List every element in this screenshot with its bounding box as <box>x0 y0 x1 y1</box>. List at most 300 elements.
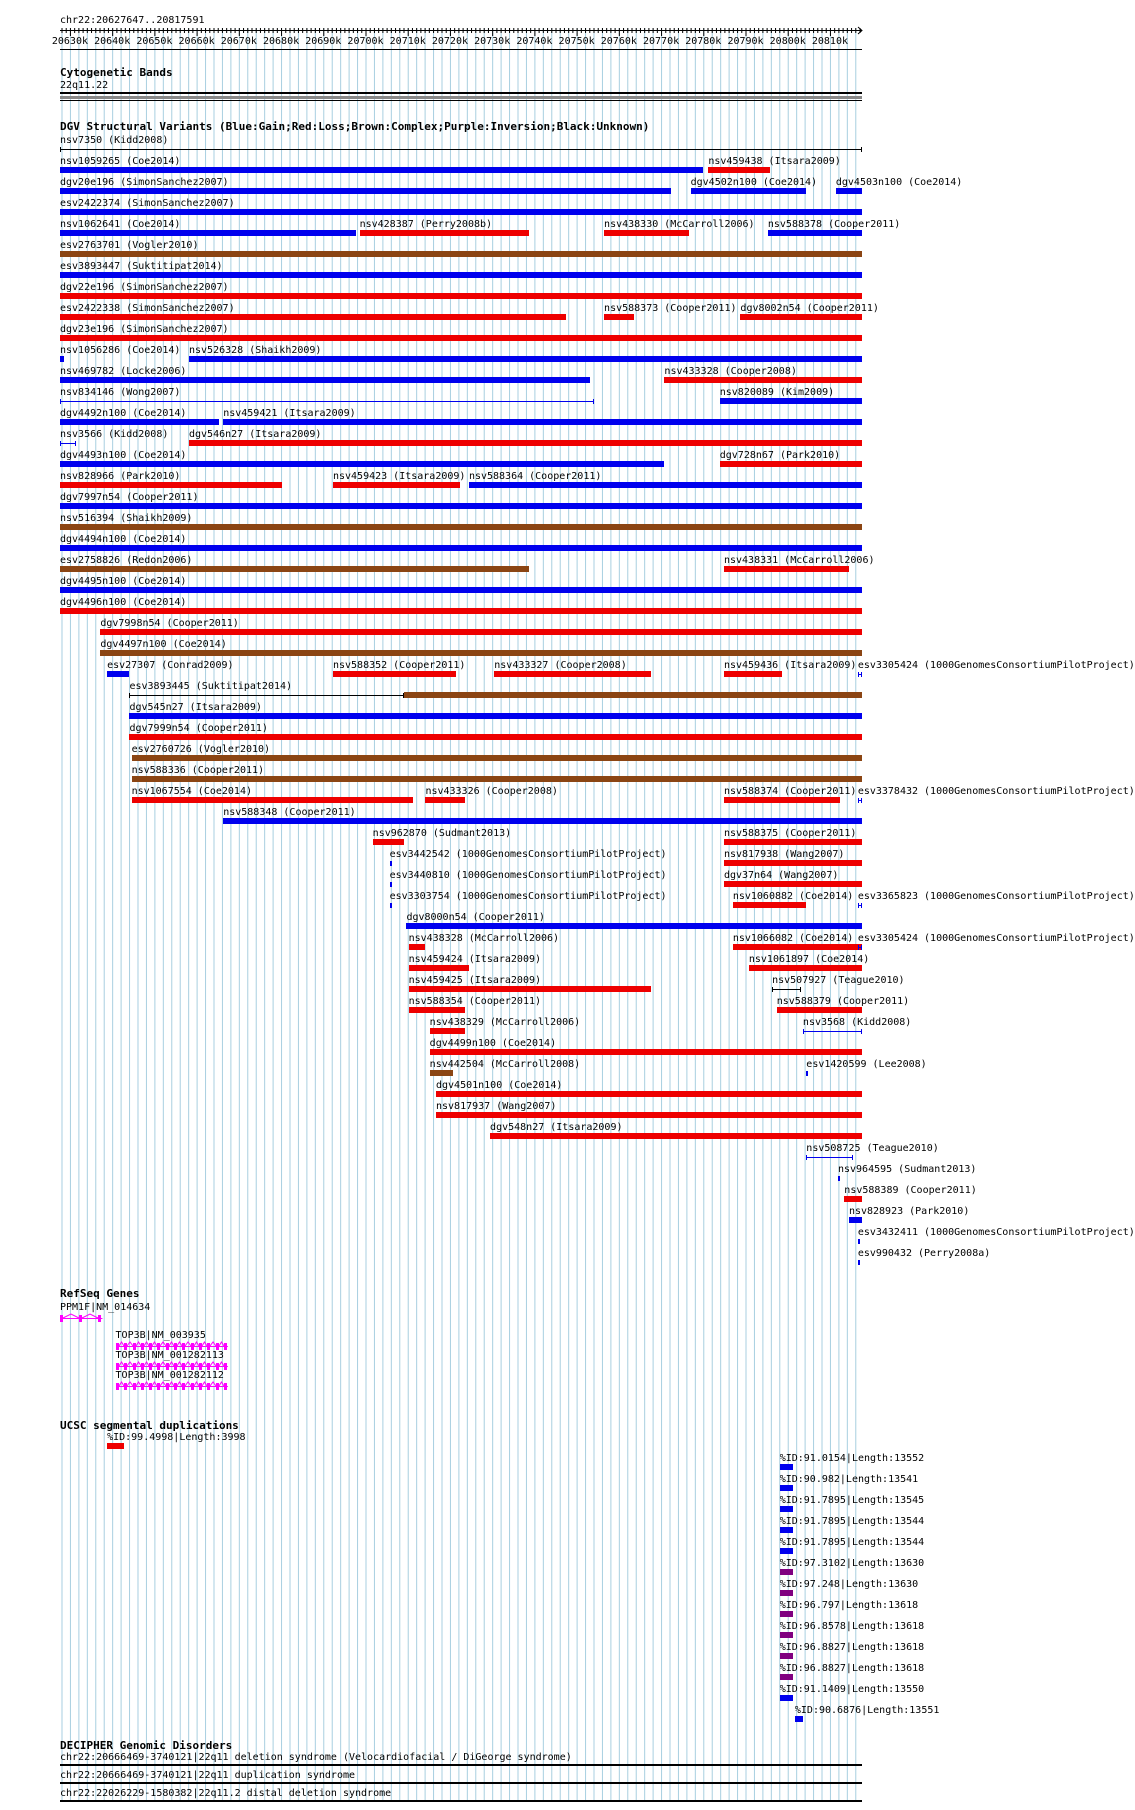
ruler-tick-label: 20760k <box>600 36 637 47</box>
variant-bar-dgv8002n54-cooper2011[interactable] <box>740 314 862 320</box>
variant-label[interactable]: nsv820089 (Kim2009) <box>719 387 835 398</box>
ruler-tick-label: 20800k <box>769 36 806 47</box>
gene-intron <box>185 1342 191 1346</box>
variant-label[interactable]: nsv817938 (Wang2007) <box>723 849 845 860</box>
variant-label[interactable]: nsv817937 (Wang2007) <box>436 1101 557 1112</box>
cytoband-track-line <box>60 92 862 94</box>
ruler-tick-label: 20670k <box>220 36 257 47</box>
variant-bar-nsv469782-locke2006[interactable] <box>60 377 590 383</box>
variant-bar-bar[interactable] <box>404 692 862 698</box>
variant-bar-cap <box>861 147 862 152</box>
gene-exon <box>182 1383 185 1390</box>
segdup-label[interactable]: %ID:97.248|Length:13630 <box>779 1579 919 1590</box>
variant-bar-nsv834146-wong2007[interactable] <box>60 401 594 402</box>
cytoband-label[interactable]: 22q11.22 <box>60 80 109 91</box>
variant-bar-nsv588389-cooper2011[interactable] <box>844 1196 862 1202</box>
ruler-tick-label: 20640k <box>94 36 131 47</box>
variant-label[interactable]: nsv459436 (Itsara2009) <box>723 660 857 671</box>
variant-bar-nsv3566-kidd2008[interactable] <box>60 443 76 444</box>
ruler-tick-label: 20790k <box>727 36 764 47</box>
variant-bar-dgv8000n54-cooper2011[interactable] <box>406 923 862 929</box>
variant-bar-nsv442504-mccarroll2008[interactable] <box>430 1070 454 1076</box>
segdup-label[interactable]: %ID:90.982|Length:13541 <box>779 1474 919 1485</box>
variant-label[interactable]: nsv516394 (Shaikh2009) <box>60 513 193 524</box>
variant-bar-nsv459438-itsara2009[interactable] <box>708 167 770 173</box>
variant-bar-nsv438331-mccarroll2006[interactable] <box>724 566 849 572</box>
variant-label[interactable]: nsv962870 (Sudmant2013) <box>372 828 512 839</box>
gene-intron <box>136 1342 141 1346</box>
variant-bar-dgv728n67-park2010[interactable] <box>720 461 862 467</box>
gene-exon <box>216 1343 219 1350</box>
variant-label[interactable]: esv3305424 (1000GenomesConsortiumPilotProject) <box>857 660 1135 671</box>
gene-intron <box>152 1382 157 1386</box>
segdup-label[interactable]: %ID:91.7895|Length:13544 <box>779 1537 925 1548</box>
gene-exon <box>182 1363 185 1370</box>
segdup-bar[interactable] <box>780 1653 793 1659</box>
variant-bar-nsv588348-cooper2011[interactable] <box>223 818 862 824</box>
gene-intron <box>202 1382 207 1386</box>
segdup-label[interactable]: %ID:97.3102|Length:13630 <box>779 1558 925 1569</box>
segdup-label[interactable]: %ID:99.4998|Length:3998 <box>107 1432 246 1443</box>
dgv-title: DGV Structural Variants (Blue:Gain;Red:Loss;Brown:Complex;Purple:Inversion;Black:Unknown) <box>60 120 650 133</box>
variant-bar-dgv4492n100-coe2014[interactable] <box>60 419 219 425</box>
ruler-tick-label: 20690k <box>305 36 342 47</box>
variant-bar-cap <box>859 1239 860 1244</box>
ruler-tick-label: 20720k <box>431 36 469 47</box>
variant-label[interactable]: dgv546n27 (Itsara2009) <box>189 429 322 440</box>
variant-bar-dgv23e196-simonsanchez2007[interactable] <box>60 335 862 341</box>
segdup-bar[interactable] <box>780 1506 793 1512</box>
gene-label[interactable]: TOP3B|NM_003935 <box>115 1330 206 1341</box>
variant-bar-cap <box>852 1155 853 1160</box>
gene-exon <box>141 1343 144 1350</box>
variant-label[interactable]: nsv428387 (Perry2008b) <box>359 219 493 230</box>
gene-intron <box>63 1314 79 1318</box>
variant-label[interactable]: dgv23e196 (SimonSanchez2007) <box>60 324 229 335</box>
variant-bar-nsv3568-kidd2008[interactable] <box>803 1031 862 1032</box>
gene-intron <box>160 1382 166 1386</box>
gene-intron <box>160 1362 166 1366</box>
variant-label[interactable]: nsv526328 (Shaikh2009) <box>189 345 322 356</box>
variant-bar-dgv22e196-simonsanchez2007[interactable] <box>60 293 862 299</box>
variant-bar-nsv588378-cooper2011[interactable] <box>768 230 862 236</box>
variant-bar-cap <box>858 798 859 803</box>
variant-label[interactable]: nsv1060882 (Coe2014) <box>732 891 854 902</box>
variant-bar-nsv459424-itsara2009[interactable] <box>409 965 469 971</box>
variant-label[interactable]: esv3303754 (1000GenomesConsortiumPilotProject) <box>389 891 667 902</box>
gene-intron <box>185 1362 191 1366</box>
variant-bar-nsv588375-cooper2011[interactable] <box>724 839 862 845</box>
variant-bar-dgv20e196-simonsanchez2007[interactable] <box>60 188 671 194</box>
variant-label[interactable]: nsv3566 (Kidd2008) <box>60 429 169 440</box>
variant-bar-nsv588364-cooper2011[interactable] <box>469 482 862 488</box>
variant-bar-nsv507927-teague2010[interactable] <box>772 989 801 990</box>
variant-label[interactable]: nsv508725 (Teague2010) <box>806 1143 939 1154</box>
variant-bar-esv3893445-suktitipat2014[interactable] <box>129 695 404 696</box>
decipher-title: DECIPHER Genomic Disorders <box>60 1739 233 1752</box>
gene-exon <box>216 1383 219 1390</box>
segdup-bar[interactable] <box>780 1590 793 1596</box>
variant-bar-nsv588374-cooper2011[interactable] <box>724 797 840 803</box>
variant-bar-esv2760726-vogler2010[interactable] <box>132 755 862 761</box>
gene-exon <box>207 1363 210 1370</box>
variant-label[interactable]: nsv588348 (Cooper2011) <box>223 807 356 818</box>
gene-intron <box>127 1382 133 1386</box>
gene-exon <box>199 1343 202 1350</box>
variant-bar-nsv1061897-coe2014[interactable] <box>749 965 862 971</box>
variant-bar-dgv7997n54-cooper2011[interactable] <box>60 503 862 509</box>
refseq-title: RefSeq Genes <box>60 1287 140 1300</box>
gene-model-top3b-nm-001282112[interactable] <box>116 1382 230 1392</box>
variant-bar-nsv1062641-coe2014[interactable] <box>60 230 356 236</box>
gene-exon <box>207 1343 210 1350</box>
variant-label[interactable]: esv1420599 (Lee2008) <box>806 1059 927 1070</box>
variant-bar-nsv828923-park2010[interactable] <box>849 1217 862 1223</box>
variant-label[interactable]: nsv459425 (Itsara2009) <box>408 975 542 986</box>
variant-bar-nsv433326-cooper2008[interactable] <box>425 797 464 803</box>
gene-exon <box>133 1343 136 1350</box>
variant-label[interactable]: dgv548n27 (Itsara2009) <box>490 1122 623 1133</box>
variant-label[interactable]: esv2760726 (Vogler2010) <box>131 744 271 755</box>
variant-label[interactable]: nsv507927 (Teague2010) <box>772 975 905 986</box>
variant-label[interactable]: esv3442542 (1000GenomesConsortiumPilotProject) <box>389 849 667 860</box>
variant-bar-dgv4496n100-coe2014[interactable] <box>60 608 862 614</box>
variant-label[interactable]: dgv4493n100 (Coe2014) <box>60 450 187 461</box>
variant-bar-nsv459436-itsara2009[interactable] <box>724 671 782 677</box>
variant-bar-cap <box>858 945 859 950</box>
variant-label[interactable]: nsv1066082 (Coe2014) <box>732 933 854 944</box>
variant-label[interactable]: dgv7999n54 (Cooper2011) <box>129 723 268 734</box>
variant-label[interactable]: nsv1061897 (Coe2014) <box>748 954 870 965</box>
segdup-label[interactable]: %ID:96.8827|Length:13618 <box>779 1663 925 1674</box>
gene-exon <box>79 1315 82 1322</box>
variant-label[interactable]: nsv438329 (McCarroll2006) <box>429 1017 581 1028</box>
variant-label[interactable]: nsv588389 (Cooper2011) <box>844 1185 977 1196</box>
variant-label[interactable]: nsv828923 (Park2010) <box>848 1206 970 1217</box>
variant-label[interactable]: dgv728n67 (Park2010) <box>719 450 841 461</box>
variant-bar-nsv588379-cooper2011[interactable] <box>777 1007 862 1013</box>
variant-label[interactable]: nsv3568 (Kidd2008) <box>802 1017 912 1028</box>
variant-label[interactable]: dgv8000n54 (Cooper2011) <box>406 912 545 923</box>
variant-bar-nsv1067554-coe2014[interactable] <box>132 797 413 803</box>
variant-label[interactable]: dgv4492n100 (Coe2014) <box>60 408 187 419</box>
gene-exon <box>124 1383 127 1390</box>
gene-label[interactable]: TOP3B|NM_001282112 <box>115 1370 224 1381</box>
segdup-bar[interactable] <box>780 1548 793 1554</box>
variant-label[interactable]: nsv433328 (Cooper2008) <box>664 366 797 377</box>
variant-label[interactable]: nsv588374 (Cooper2011) <box>723 786 857 797</box>
variant-label[interactable]: dgv4499n100 (Coe2014) <box>429 1038 557 1049</box>
gene-intron <box>119 1342 124 1346</box>
variant-label[interactable]: nsv834146 (Wong2007) <box>60 387 181 398</box>
variant-bar-esv2422338-simonsanchez2007[interactable] <box>60 314 566 320</box>
gene-exon <box>166 1363 169 1370</box>
variant-label[interactable]: dgv545n27 (Itsara2009) <box>129 702 262 713</box>
variant-bar-nsv820089-kim2009[interactable] <box>720 398 862 404</box>
variant-bar-esv2763701-vogler2010[interactable] <box>60 251 862 257</box>
decipher-label[interactable]: chr22:22026229-1580382|22q11.2 distal deletion syndrome <box>60 1788 392 1799</box>
variant-label[interactable]: esv3893445 (Suktitipat2014) <box>129 681 293 692</box>
variant-bar-esv3893447-suktitipat2014[interactable] <box>60 272 862 278</box>
gene-intron <box>152 1362 157 1366</box>
ruler-tick-label: 20700k <box>347 36 384 47</box>
variant-bar-nsv588352-cooper2011[interactable] <box>333 671 456 677</box>
variant-label[interactable]: esv27307 (Conrad2009) <box>107 660 234 671</box>
segdup-label[interactable]: %ID:96.8827|Length:13618 <box>779 1642 925 1653</box>
segdup-bar[interactable] <box>780 1674 793 1680</box>
gene-exon <box>157 1343 160 1350</box>
gene-exon <box>124 1343 127 1350</box>
variant-bar-dgv4499n100-coe2014[interactable] <box>430 1049 862 1055</box>
variant-label[interactable]: dgv22e196 (SimonSanchez2007) <box>60 282 229 293</box>
variant-label[interactable]: esv2422374 (SimonSanchez2007) <box>60 198 235 209</box>
segdup-bar[interactable] <box>780 1611 793 1617</box>
variant-label[interactable]: dgv4501n100 (Coe2014) <box>436 1080 563 1091</box>
variant-bar-nsv526328-shaikh2009[interactable] <box>189 356 862 362</box>
variant-label[interactable]: nsv588354 (Cooper2011) <box>408 996 542 1007</box>
variant-label[interactable]: nsv433327 (Cooper2008) <box>494 660 627 671</box>
variant-label[interactable]: nsv459421 (Itsara2009) <box>223 408 356 419</box>
variant-label[interactable]: nsv459423 (Itsara2009) <box>332 471 466 482</box>
variant-bar-cap <box>593 399 594 404</box>
variant-label[interactable]: dgv7997n54 (Cooper2011) <box>60 492 199 503</box>
variant-bar-nsv1060882-coe2014[interactable] <box>733 902 806 908</box>
variant-label[interactable]: nsv442504 (McCarroll2008) <box>429 1059 581 1070</box>
segdup-label[interactable]: %ID:91.7895|Length:13544 <box>779 1516 925 1527</box>
variant-bar-dgv4493n100-coe2014[interactable] <box>60 461 664 467</box>
variant-label[interactable]: dgv8002n54 (Cooper2011) <box>740 303 879 314</box>
variant-bar-nsv508725-teague2010[interactable] <box>806 1157 853 1158</box>
variant-label[interactable]: nsv588352 (Cooper2011) <box>332 660 466 671</box>
gene-exon <box>149 1383 152 1390</box>
decipher-bar[interactable] <box>60 1764 862 1766</box>
gene-intron <box>119 1382 124 1386</box>
segdup-bar[interactable] <box>795 1716 803 1722</box>
variant-bar-nsv428387-perry2008b[interactable] <box>360 230 530 236</box>
variant-bar-dgv37n64-wang2007[interactable] <box>724 881 862 887</box>
variant-bar-dgv7999n54-cooper2011[interactable] <box>129 734 862 740</box>
segdup-label[interactable]: %ID:91.1409|Length:13550 <box>779 1684 925 1695</box>
decipher-label[interactable]: chr22:20666469-3740121|22q11 duplication syndrome <box>60 1770 356 1781</box>
gene-exon <box>166 1343 169 1350</box>
variant-label[interactable]: dgv4502n100 (Coe2014) <box>690 177 818 188</box>
variant-label[interactable]: nsv588336 (Cooper2011) <box>131 765 265 776</box>
variant-label[interactable]: esv3893447 (Suktitipat2014) <box>60 261 223 272</box>
variant-bar-dgv4497n100-coe2014[interactable] <box>100 650 862 656</box>
gene-exon <box>149 1363 152 1370</box>
variant-bar-nsv516394-shaikh2009[interactable] <box>60 524 862 530</box>
gene-intron <box>202 1342 207 1346</box>
segdup-bar[interactable] <box>780 1632 793 1638</box>
variant-bar-cap <box>803 1029 804 1034</box>
location-label: chr22:20627647..20817591 <box>60 15 205 26</box>
variant-bar-nsv459425-itsara2009[interactable] <box>409 986 652 992</box>
variant-label[interactable]: esv2422338 (SimonSanchez2007) <box>60 303 235 314</box>
variant-bar-nsv1059265-coe2014[interactable] <box>60 167 703 173</box>
gene-exon <box>216 1363 219 1370</box>
variant-label[interactable]: nsv828966 (Park2010) <box>60 471 181 482</box>
variant-bar-esv27307-conrad2009[interactable] <box>107 671 129 677</box>
variant-label[interactable]: nsv469782 (Locke2006) <box>60 366 187 377</box>
variant-bar-cap <box>75 441 76 446</box>
variant-label[interactable]: nsv964595 (Sudmant2013) <box>837 1164 977 1175</box>
decipher-bar[interactable] <box>60 1800 862 1802</box>
gene-exon <box>174 1363 177 1370</box>
variant-bar-nsv433328-cooper2008[interactable] <box>664 377 862 383</box>
variant-label[interactable]: nsv588364 (Cooper2011) <box>468 471 602 482</box>
variant-label[interactable]: dgv4496n100 (Coe2014) <box>60 597 187 608</box>
variant-bar-nsv588336-cooper2011[interactable] <box>132 776 862 782</box>
variant-label[interactable]: dgv4494n100 (Coe2014) <box>60 534 187 545</box>
gene-model-ppm1f-nm-014634[interactable] <box>60 1314 104 1324</box>
decipher-bar[interactable] <box>60 1782 862 1784</box>
gene-exon <box>191 1343 194 1350</box>
ruler-tick-label: 20660k <box>178 36 215 47</box>
variant-label[interactable]: nsv1059265 (Coe2014) <box>60 156 181 167</box>
segdup-label[interactable]: %ID:91.0154|Length:13552 <box>779 1453 925 1464</box>
variant-bar-dgv4503n100-coe2014[interactable] <box>836 188 862 194</box>
gene-intron <box>127 1362 133 1366</box>
variant-label[interactable]: nsv459424 (Itsara2009) <box>408 954 542 965</box>
variant-bar-cap <box>839 1176 840 1181</box>
variant-label[interactable]: nsv438330 (McCarroll2006) <box>604 219 755 230</box>
gene-intron <box>169 1362 174 1366</box>
gene-intron <box>210 1362 216 1366</box>
variant-bar-cap <box>861 672 862 677</box>
gene-intron <box>127 1342 133 1346</box>
gene-label[interactable]: TOP3B|NM_001282113 <box>115 1350 224 1361</box>
variant-label[interactable]: nsv438328 (McCarroll2006) <box>408 933 560 944</box>
variant-bar-nsv459423-itsara2009[interactable] <box>333 482 461 488</box>
variant-bar-dgv7998n54-cooper2011[interactable] <box>100 629 862 635</box>
segdup-label[interactable]: %ID:90.6876|Length:13551 <box>794 1705 940 1716</box>
gene-exon <box>157 1363 160 1370</box>
segdup-bar[interactable] <box>780 1527 793 1533</box>
variant-label[interactable]: esv3365823 (1000GenomesConsortiumPilotProject) <box>857 891 1135 902</box>
gene-label[interactable]: PPM1F|NM_014634 <box>60 1302 151 1313</box>
variant-bar-nsv962870-sudmant2013[interactable] <box>373 839 405 845</box>
variant-bar-dgv545n27-itsara2009[interactable] <box>129 713 862 719</box>
variant-bar-nsv588354-cooper2011[interactable] <box>409 1007 465 1013</box>
variant-bar-nsv817938-wang2007[interactable] <box>724 860 862 866</box>
variant-bar-dgv4494n100-coe2014[interactable] <box>60 545 862 551</box>
variant-label[interactable]: esv3378432 (1000GenomesConsortiumPilotProject) <box>857 786 1135 797</box>
segdup-label[interactable]: %ID:96.797|Length:13618 <box>779 1600 919 1611</box>
segdup-bar[interactable] <box>780 1464 793 1470</box>
variant-label[interactable]: dgv4497n100 (Coe2014) <box>100 639 227 650</box>
variant-label[interactable]: nsv7350 (Kidd2008) <box>60 135 169 146</box>
ruler-tick-label: 20780k <box>685 36 722 47</box>
variant-label[interactable]: nsv459438 (Itsara2009) <box>708 156 841 167</box>
gene-exon <box>224 1383 227 1390</box>
variant-label[interactable]: esv3305424 (1000GenomesConsortiumPilotProject) <box>857 933 1135 944</box>
gene-exon <box>124 1363 127 1370</box>
gene-exon <box>174 1343 177 1350</box>
variant-bar-dgv4495n100-coe2014[interactable] <box>60 587 862 593</box>
segdup-label[interactable]: %ID:96.8578|Length:13618 <box>779 1621 925 1632</box>
gene-exon <box>182 1343 185 1350</box>
gene-intron <box>160 1342 166 1346</box>
variant-label[interactable]: nsv588378 (Cooper2011) <box>767 219 901 230</box>
gene-intron <box>194 1382 199 1386</box>
segdup-bar[interactable] <box>107 1443 124 1449</box>
variant-label[interactable]: dgv4503n100 (Coe2014) <box>835 177 963 188</box>
variant-bar-nsv438328-mccarroll2006[interactable] <box>409 944 426 950</box>
decipher-label[interactable]: chr22:20666469-3740121|22q11 deletion syndrome (Velocardiofacial / DiGeorge syndrome) <box>60 1752 572 1763</box>
variant-bar-nsv459421-itsara2009[interactable] <box>223 419 862 425</box>
variant-label[interactable]: esv2763701 (Vogler2010) <box>60 240 199 251</box>
variant-bar-cap <box>391 903 392 908</box>
ruler-tick-label: 20810k <box>811 36 849 47</box>
variant-label[interactable]: dgv20e196 (SimonSanchez2007) <box>60 177 229 188</box>
variant-bar-cap <box>60 147 61 152</box>
variant-label[interactable]: nsv1056286 (Coe2014) <box>60 345 181 356</box>
variant-bar-nsv7350-kidd2008[interactable] <box>60 149 862 150</box>
gene-intron <box>219 1342 224 1346</box>
variant-bar-nsv438330-mccarroll2006[interactable] <box>604 230 689 236</box>
gene-exon <box>199 1383 202 1390</box>
variant-bar-esv2422374-simonsanchez2007[interactable] <box>60 209 862 215</box>
variant-bar-nsv828966-park2010[interactable] <box>60 482 282 488</box>
gene-exon <box>133 1383 136 1390</box>
variant-bar-cap <box>861 1029 862 1034</box>
variant-bar-dgv548n27-itsara2009[interactable] <box>490 1133 862 1139</box>
variant-label[interactable]: nsv433326 (Cooper2008) <box>425 786 558 797</box>
variant-bar-nsv433327-cooper2008[interactable] <box>494 671 651 677</box>
segdup-bar[interactable] <box>780 1485 793 1491</box>
segdup-bar[interactable] <box>780 1569 793 1575</box>
gene-intron <box>177 1362 182 1366</box>
variant-bar-dgv4501n100-coe2014[interactable] <box>436 1091 862 1097</box>
variant-label[interactable]: esv2758826 (Redon2006) <box>60 555 193 566</box>
gene-exon <box>98 1315 101 1322</box>
variant-label[interactable]: nsv1062641 (Coe2014) <box>60 219 181 230</box>
segdup-title: UCSC segmental duplications <box>60 1419 239 1432</box>
variant-bar-nsv817937-wang2007[interactable] <box>436 1112 862 1118</box>
variant-label[interactable]: nsv588379 (Cooper2011) <box>776 996 910 1007</box>
gene-exon <box>116 1383 119 1390</box>
gene-intron <box>82 1314 98 1318</box>
variant-label[interactable]: nsv588375 (Cooper2011) <box>723 828 857 839</box>
variant-label[interactable]: dgv4495n100 (Coe2014) <box>60 576 187 587</box>
variant-bar-dgv546n27-itsara2009[interactable] <box>189 440 862 446</box>
gene-intron <box>177 1342 182 1346</box>
segdup-label[interactable]: %ID:91.7895|Length:13545 <box>779 1495 925 1506</box>
ruler-tick-label: 20750k <box>558 36 595 47</box>
variant-label[interactable]: nsv588373 (Cooper2011) <box>604 303 737 314</box>
gene-intron <box>185 1382 191 1386</box>
gene-intron <box>136 1382 141 1386</box>
variant-label[interactable]: dgv7998n54 (Cooper2011) <box>100 618 239 629</box>
variant-label[interactable]: nsv438331 (McCarroll2006) <box>723 555 875 566</box>
variant-label[interactable]: esv3432411 (1000GenomesConsortiumPilotProject) <box>857 1227 1135 1238</box>
variant-bar-dgv4502n100-coe2014[interactable] <box>691 188 807 194</box>
variant-bar-esv2758826-redon2006[interactable] <box>60 566 529 572</box>
segdup-bar[interactable] <box>780 1695 793 1701</box>
variant-label[interactable]: dgv37n64 (Wang2007) <box>723 870 839 881</box>
variant-label[interactable]: esv3440810 (1000GenomesConsortiumPilotProject) <box>389 870 667 881</box>
ruler-tick-label: 20650k <box>136 36 173 47</box>
variant-bar-nsv588373-cooper2011[interactable] <box>604 314 634 320</box>
gene-intron <box>144 1362 149 1366</box>
gene-exon <box>133 1363 136 1370</box>
variant-bar-nsv1056286-coe2014[interactable] <box>60 356 64 362</box>
variant-label[interactable]: nsv1067554 (Coe2014) <box>131 786 252 797</box>
variant-bar-nsv438329-mccarroll2006[interactable] <box>430 1028 465 1034</box>
gene-intron <box>119 1362 124 1366</box>
variant-label[interactable]: esv990432 (Perry2008a) <box>857 1248 991 1259</box>
variant-bar-nsv1066082-coe2014[interactable] <box>733 944 862 950</box>
